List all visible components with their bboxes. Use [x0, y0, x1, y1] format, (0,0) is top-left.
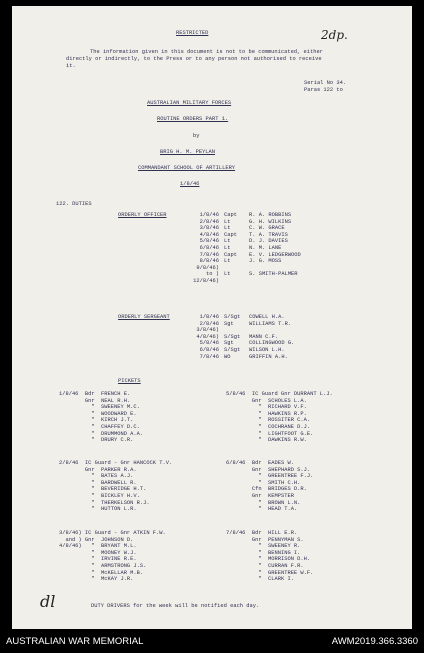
pickets-left-group-1: [59, 391, 143, 444]
list-item: " ARMSTRONG J.S.: [59, 562, 147, 569]
list-item: " ROSSITER C.A.: [226, 417, 311, 424]
table-row: 2/8/46 Lt G. H. WILKINS: [199, 218, 292, 225]
list-item: 3/8/46) IC Guard - Gnr ATKIN F.W.: [59, 530, 166, 536]
list-item: 1/8/46 Bdr FRENCH E.: [59, 391, 131, 397]
list-item: 4/8/46) " BRYANT M.L.: [59, 543, 137, 550]
orderly-officer-table: [186, 212, 301, 285]
list-item: Gnr SHEPHARD S.J.: [226, 466, 311, 473]
paras-range: Paras 122 to: [304, 87, 343, 93]
list-item: " WOODWARD E.: [59, 410, 137, 417]
classification-heading: RESTRICTED: [176, 30, 209, 36]
orderly-sergeant-label: ORDERLY SERGEANT: [118, 314, 170, 320]
orderly-sergeant-table: [186, 314, 294, 360]
list-item: Cfn BRIDGES D.R.: [226, 486, 307, 493]
list-item: " BENNING I.: [226, 549, 301, 556]
list-item: 7/8/46 Bdr HILL E.R.: [226, 530, 298, 536]
pickets-right-group-1: [226, 391, 333, 444]
list-item: Gnr PENNYMAN S.: [226, 536, 304, 543]
footer-institution: AUSTRALIAN WAR MEMORIAL: [6, 636, 144, 647]
list-item: " THERKELSON R.J.: [59, 499, 150, 506]
list-item: " SWEENEY M.C.: [59, 404, 140, 411]
list-item: " McKAY J.R.: [59, 576, 134, 583]
list-item: " BICKLEY H.V.: [59, 492, 140, 499]
pickets-label: PICKETS: [118, 378, 141, 384]
list-item: " MOONEY W.J.: [59, 549, 137, 556]
section-title: 122. DUTIES: [56, 201, 92, 207]
list-item: Gnr PARKER R.A.: [59, 466, 137, 473]
list-item: " GREENTREE W.F.: [226, 569, 314, 576]
list-item: " BROWN L.N.: [226, 499, 301, 506]
list-item: 6/8/46 Bdr EADES W.: [226, 460, 294, 466]
list-item: " DRURY C.R.: [59, 437, 134, 444]
notice-line-1: The information given in this document is not to be communicated, either: [90, 49, 323, 55]
table-row: 1/8/46 S/Sgt COWELL H.A.: [199, 314, 285, 320]
list-item: " GREENTREE F.J.: [226, 473, 314, 480]
table-row: 1/8/46 Capt R. A. ROBBINS: [199, 212, 292, 218]
table-row: 6/8/46 S/Sgt WILSON L.H.: [199, 346, 285, 353]
table-row: 5/8/46 Sgt COLLINGWOOD G.: [199, 340, 295, 347]
orders-date: 1/8/46: [180, 181, 200, 187]
table-row: 3/8/46): [196, 327, 219, 334]
serial-number: Serial No 34.: [304, 80, 347, 86]
list-item: " HAWKINS R.P.: [226, 410, 307, 417]
list-item: " SWEENEY R.: [226, 543, 301, 550]
pickets-left-group-2: [59, 460, 172, 513]
list-item: " RICHARD V.F.: [226, 404, 307, 411]
notice-line-3: it.: [66, 63, 76, 69]
table-row: 2/8/46 Sgt WILLIAMS T.R.: [199, 320, 292, 327]
list-item: " DRUMMOND A.A.: [59, 430, 144, 437]
list-item: " BATES A.J.: [59, 473, 134, 480]
officer-appointment: COMMANDANT SCHOOL OF ARTILLERY: [138, 165, 236, 171]
pickets-right-group-3: [226, 530, 313, 583]
handwritten-reference: 2dp.: [321, 28, 348, 42]
table-row: 9/8/46): [196, 264, 219, 271]
orders-title: ROUTINE ORDERS PART 1.: [157, 116, 229, 122]
list-item: Gnr KEMPSTER: [226, 492, 294, 499]
issuing-officer: BRIG H. M. PEYLAN: [160, 149, 215, 155]
table-row: 4/8/46) S/Sgt MANN C.F.: [196, 333, 279, 340]
pickets-right-group-2: [226, 460, 313, 513]
list-item: Gnr NEAL R.H.: [59, 397, 131, 404]
list-item: " CURRAN F.R.: [226, 562, 304, 569]
table-row: 8/8/46 Lt J. G. MOSS: [199, 258, 282, 265]
table-row: 5/8/46 Lt D. J. DAVIES: [199, 238, 288, 245]
list-item: " McKELLAR M.B.: [59, 569, 144, 576]
table-row: 6/8/46 Lt N. M. LANE: [199, 244, 282, 251]
list-item: " KIRCH J.T.: [59, 417, 134, 424]
list-item: 2/8/46 IC Guard - Gnr HANCOCK T.V.: [59, 460, 173, 466]
notice-line-2: directly or indirectly, to the Press or to any person not authorised to receive: [66, 56, 322, 62]
table-row: 4/8/46 Capt T. A. TRAVIS: [199, 231, 288, 238]
list-item: " LIGHTFOOT G.E.: [226, 430, 314, 437]
list-item: " HEAD T.A.: [226, 506, 298, 513]
table-row: 7/8/46 WO GRIFFIN A.H.: [199, 353, 288, 360]
list-item: " BARDWELL R.: [59, 479, 137, 486]
list-item: " CHAFFEY D.C.: [59, 423, 140, 430]
list-item: " COCHRANE D.J.: [226, 423, 311, 430]
orderly-officer-label: ORDERLY OFFICER: [118, 212, 167, 218]
table-row: 12/8/46): [193, 277, 219, 284]
list-item: " SMITH C.H.: [226, 479, 301, 486]
list-item: " HUTTON L.R.: [59, 506, 137, 513]
archive-footer: [0, 631, 424, 653]
list-item: " DAWKINS R.W.: [226, 437, 307, 444]
table-row: to ) Lt S. SMITH-PALMER: [206, 271, 298, 278]
pickets-left-group-3: [59, 530, 166, 583]
list-item: " IRVINE R.E.: [59, 556, 137, 563]
handwritten-initials: dl: [40, 592, 56, 611]
force-heading: AUSTRALIAN MILITARY FORCES: [147, 100, 232, 106]
list-item: Gnr SCHOLES L.A.: [226, 397, 307, 404]
document-page: [12, 6, 412, 629]
list-item: " MORRISON D.H.: [226, 556, 311, 563]
by-line: by: [193, 133, 200, 139]
footer-accession-number: AWM2019.366.3360: [331, 636, 418, 647]
list-item: and ) Gnr JOHNSON D.: [59, 536, 134, 543]
list-item: " BEVERIDGE H.T.: [59, 486, 147, 493]
table-row: 7/8/46 Capt E. V. LEDGERWOOD: [199, 251, 301, 258]
list-item: 5/8/46 IC Guard Gnr DURRANT L.J.: [226, 391, 333, 397]
list-item: " CLARK I.: [226, 576, 294, 583]
duty-drivers-note: DUTY DRIVERS for the week will be notified each day.: [91, 603, 260, 609]
table-row: 3/8/46 Lt C. W. GRACE: [199, 225, 285, 232]
